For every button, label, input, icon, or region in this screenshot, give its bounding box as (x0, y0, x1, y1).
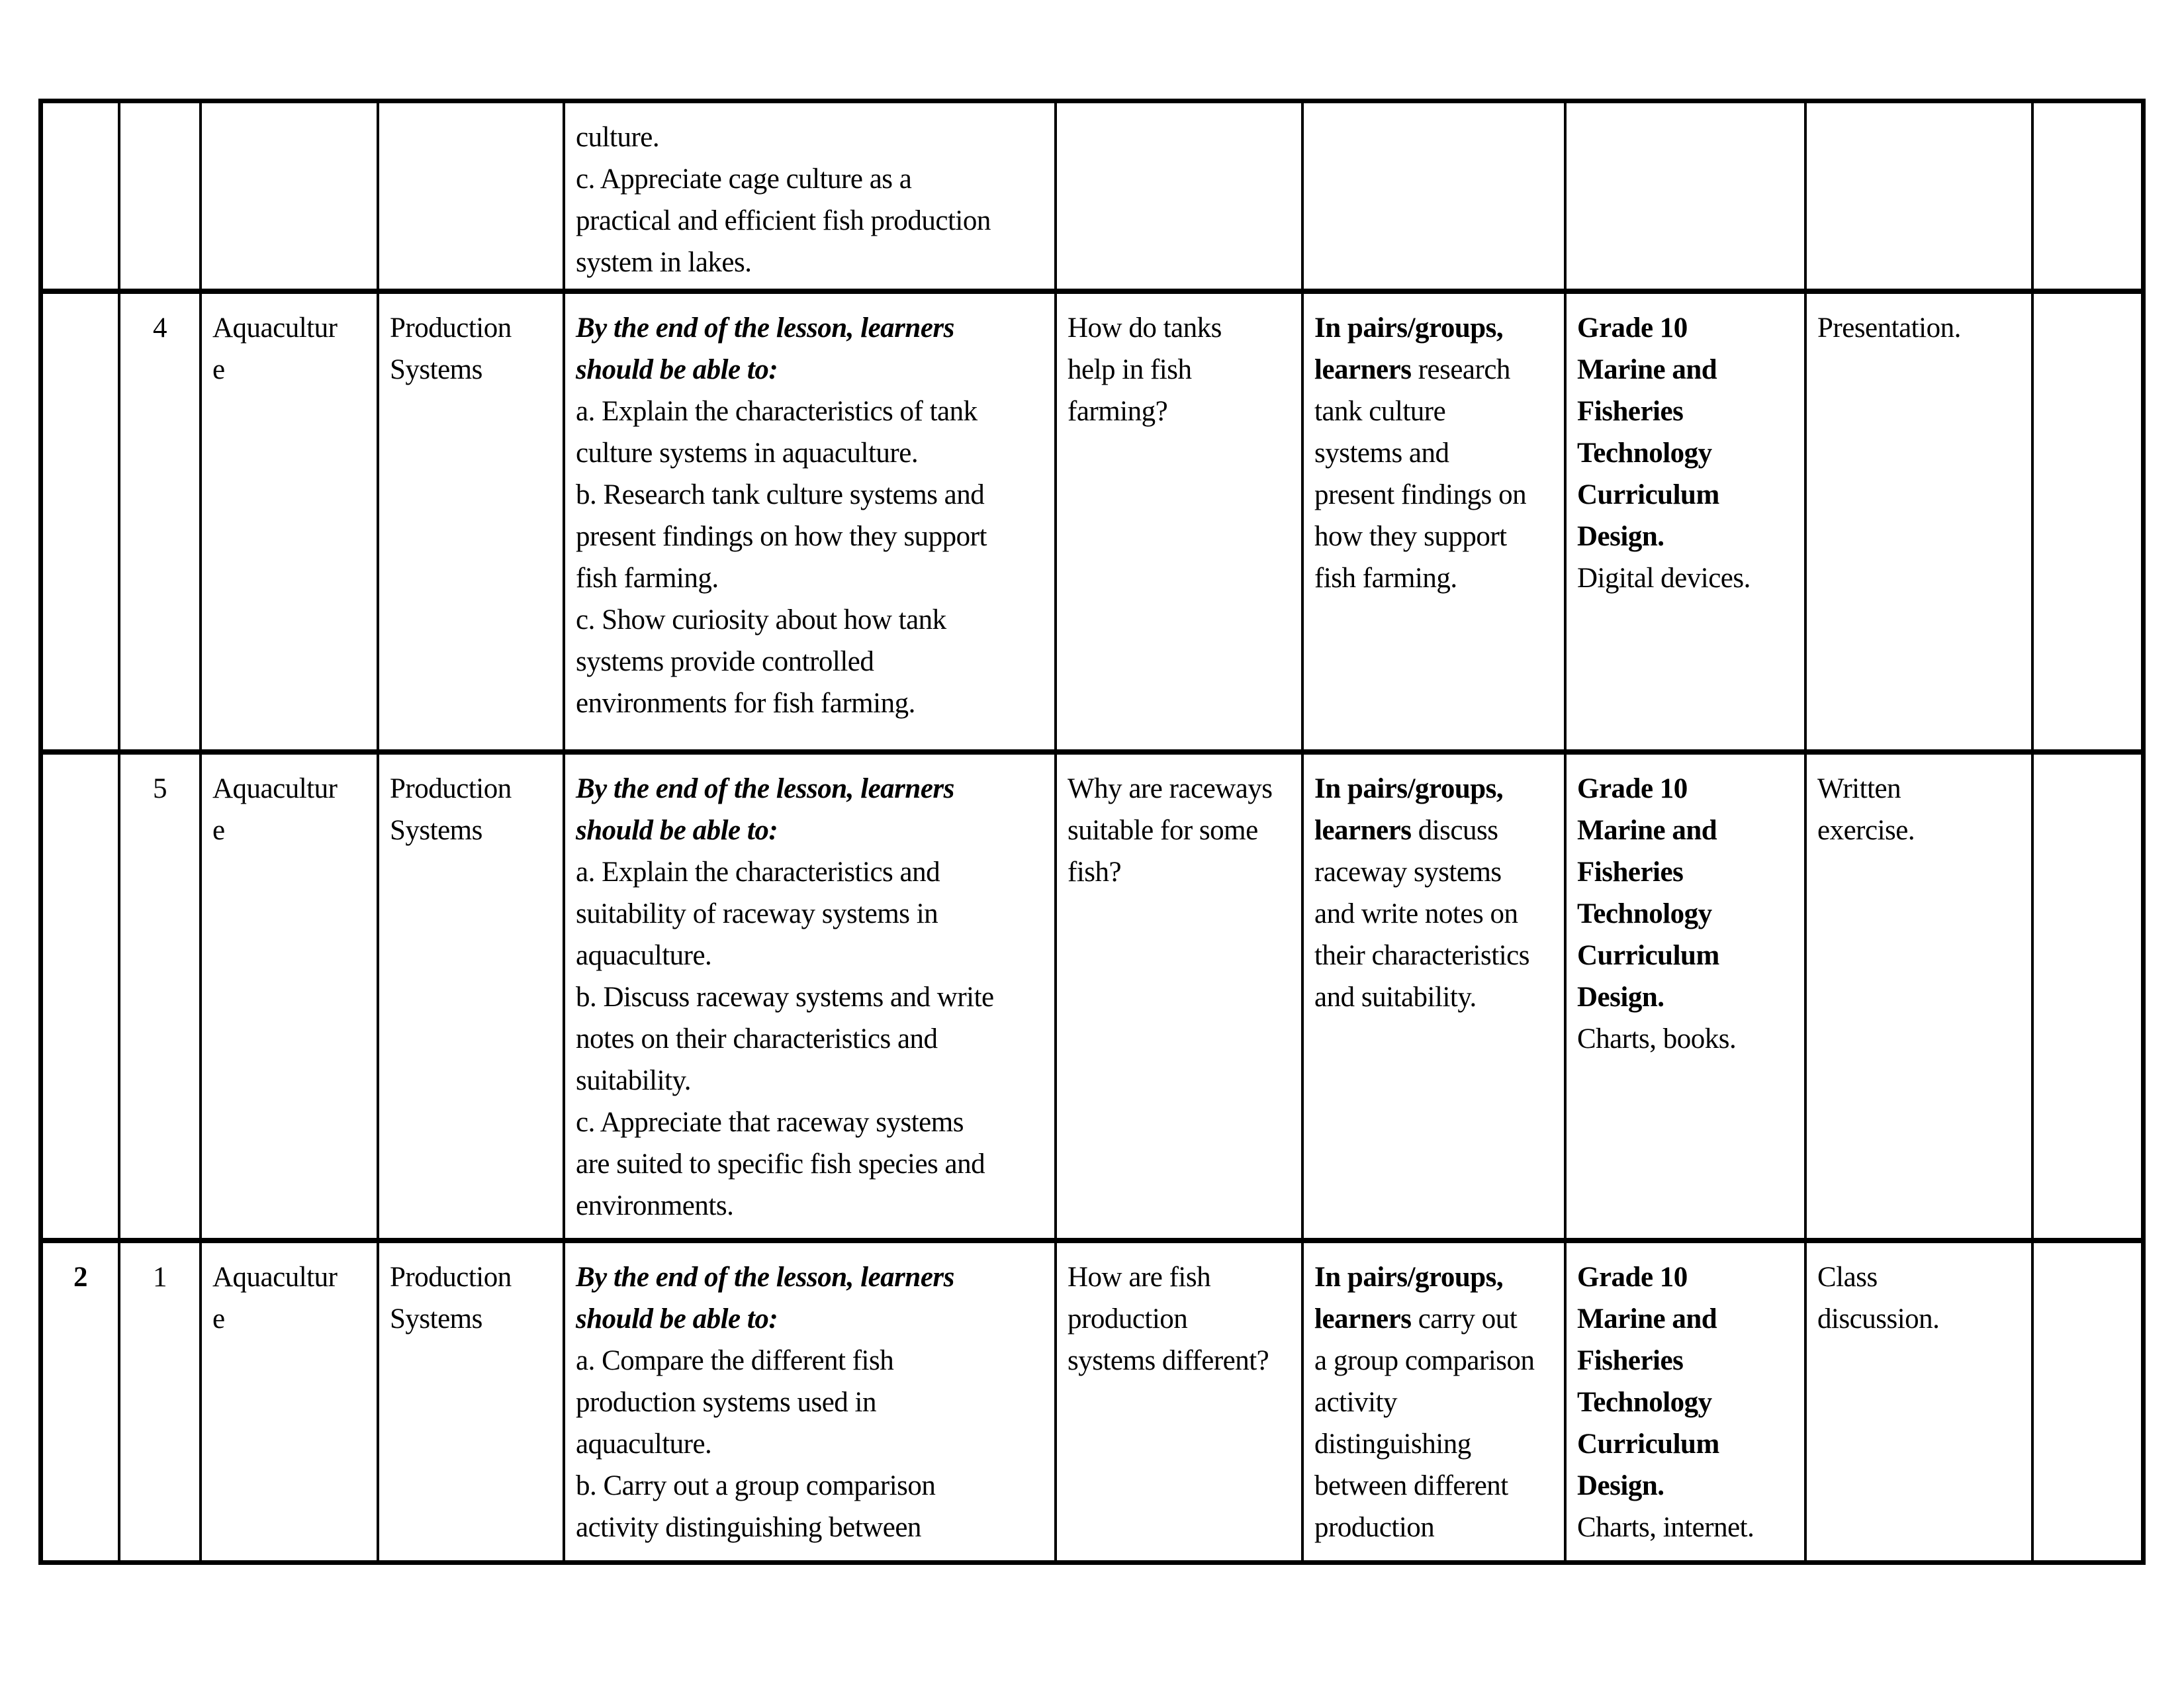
text-line: fish? (1068, 857, 1122, 888)
text-line: Technology (1577, 438, 1712, 469)
text-line: their characteristics (1314, 940, 1529, 971)
text-line: Class (1817, 1262, 1878, 1293)
cell-objectives-row0 (565, 103, 1057, 294)
text-line: Technology (1577, 898, 1712, 929)
text-line: Curriculum (1577, 940, 1719, 971)
text-line: e (212, 1303, 225, 1335)
text-line: Charts, internet. (1577, 1512, 1754, 1543)
text-line: a. Explain the characteristics of tank (576, 396, 978, 427)
text-line: production systems used in (576, 1387, 876, 1418)
cell-week-row1 (43, 294, 120, 755)
cell-assessment-row2 (1807, 755, 2034, 1243)
cell-week-row0 (43, 103, 120, 294)
text-line: present findings on how they support (576, 521, 987, 552)
text-line: environments. (576, 1190, 734, 1221)
text-line: Fisheries (1577, 857, 1684, 888)
text-line: Marine and (1577, 354, 1717, 385)
text-line: aquaculture. (576, 940, 712, 971)
text-line: In pairs/groups, (1314, 773, 1504, 804)
text-line: Technology (1577, 1387, 1712, 1418)
text-line: Marine and (1577, 815, 1717, 846)
cell-assessment-row3 (1807, 1243, 2034, 1560)
text-line: b. Carry out a group comparison (576, 1470, 936, 1501)
text-line: By the end of the lesson, learners (576, 312, 954, 344)
cell-subject-row2 (202, 755, 379, 1243)
text-line: Curriculum (1577, 479, 1719, 510)
text-line: learners carry out (1314, 1303, 1518, 1335)
text-line: activity (1314, 1387, 1397, 1418)
cell-lesson-row0 (120, 103, 202, 294)
text-line: Marine and (1577, 1303, 1717, 1335)
text-line: systems and (1314, 438, 1449, 469)
text-line: how they support (1314, 521, 1507, 552)
text-line: should be able to: (576, 815, 778, 846)
text-line: activity distinguishing between (576, 1512, 921, 1543)
text-line: aquaculture. (576, 1429, 712, 1460)
text-line: Why are raceways (1068, 773, 1273, 804)
cell-learning-resources-row0 (1567, 103, 1807, 294)
text-line: Digital devices. (1577, 563, 1751, 594)
text-line: Grade 10 (1577, 312, 1688, 344)
text-line: Design. (1577, 982, 1664, 1013)
cell-subject-row0 (202, 103, 379, 294)
cell-strand-row3 (379, 1243, 565, 1560)
cell-learning-resources-row2 (1567, 755, 1807, 1243)
cell-week-row2 (43, 755, 120, 1243)
text-line: How are fish (1068, 1262, 1211, 1293)
text-line: How do tanks (1068, 312, 1222, 344)
cell-learning-experiences-row1 (1304, 294, 1567, 755)
text-line: Design. (1577, 1470, 1664, 1501)
text-line: environments for fish farming. (576, 688, 915, 719)
cell-learning-experiences-row3 (1304, 1243, 1567, 1560)
text-line: b. Discuss raceway systems and write (576, 982, 994, 1013)
text-line: Systems (390, 1303, 482, 1335)
text-line: should be able to: (576, 354, 778, 385)
text-line: exercise. (1817, 815, 1915, 846)
cell-objectives-row3 (565, 1243, 1057, 1560)
text-line: e (212, 354, 225, 385)
text-line: 2 (73, 1262, 87, 1293)
lesson-plan-table (38, 99, 2146, 1565)
cell-key-inquiry-question-row2 (1057, 755, 1304, 1243)
text-line: Aquacultur (212, 773, 338, 804)
text-line: systems different? (1068, 1345, 1269, 1376)
cell-remarks-row1 (2034, 294, 2141, 755)
text-line: Written (1817, 773, 1901, 804)
text-line: Grade 10 (1577, 773, 1688, 804)
cell-learning-experiences-row2 (1304, 755, 1567, 1243)
text-line: suitable for some (1068, 815, 1258, 846)
text-line: Fisheries (1577, 1345, 1684, 1376)
cell-week-row3 (43, 1243, 120, 1560)
cell-assessment-row1 (1807, 294, 2034, 755)
cell-lesson-row3 (120, 1243, 202, 1560)
text-line: b. Research tank culture systems and (576, 479, 985, 510)
cell-key-inquiry-question-row0 (1057, 103, 1304, 294)
text-line: a. Compare the different fish (576, 1345, 894, 1376)
text-line: system in lakes. (576, 247, 752, 278)
text-line: Systems (390, 815, 482, 846)
cell-lesson-row1 (120, 294, 202, 755)
text-line: In pairs/groups, (1314, 1262, 1504, 1293)
text-line: between different (1314, 1470, 1508, 1501)
text-line: raceway systems (1314, 857, 1502, 888)
text-line: culture. (576, 122, 660, 153)
text-line: Charts, books. (1577, 1023, 1737, 1055)
text-line: a group comparison (1314, 1345, 1535, 1376)
text-line: present findings on (1314, 479, 1527, 510)
cell-key-inquiry-question-row3 (1057, 1243, 1304, 1560)
text-line: Systems (390, 354, 482, 385)
text-line: and write notes on (1314, 898, 1518, 929)
text-line: Production (390, 1262, 512, 1293)
text-line: Production (390, 773, 512, 804)
text-line: Production (390, 312, 512, 344)
cell-key-inquiry-question-row1 (1057, 294, 1304, 755)
cell-subject-row1 (202, 294, 379, 755)
text-line: Aquacultur (212, 1262, 338, 1293)
text-line: production (1068, 1303, 1188, 1335)
text-line: practical and efficient fish production (576, 205, 991, 236)
cell-learning-resources-row3 (1567, 1243, 1807, 1560)
text-line: fish farming. (1314, 563, 1457, 594)
cell-assessment-row0 (1807, 103, 2034, 294)
text-line: In pairs/groups, (1314, 312, 1504, 344)
text-line: Presentation. (1817, 312, 1961, 344)
text-line: Fisheries (1577, 396, 1684, 427)
text-line: 4 (153, 312, 167, 344)
text-line: farming? (1068, 396, 1168, 427)
text-line: By the end of the lesson, learners (576, 1262, 954, 1293)
text-line: culture systems in aquaculture. (576, 438, 919, 469)
cell-lesson-row2 (120, 755, 202, 1243)
text-line: c. Appreciate that raceway systems (576, 1107, 964, 1138)
cell-learning-resources-row1 (1567, 294, 1807, 755)
text-line: suitability of raceway systems in (576, 898, 938, 929)
cell-remarks-row0 (2034, 103, 2141, 294)
text-line: help in fish (1068, 354, 1192, 385)
text-line: Grade 10 (1577, 1262, 1688, 1293)
cell-learning-experiences-row0 (1304, 103, 1567, 294)
text-line: Design. (1577, 521, 1664, 552)
text-line: 5 (153, 773, 167, 804)
text-line: By the end of the lesson, learners (576, 773, 954, 804)
text-line: and suitability. (1314, 982, 1477, 1013)
text-line: a. Explain the characteristics and (576, 857, 940, 888)
text-line: distinguishing (1314, 1429, 1471, 1460)
text-line: systems provide controlled (576, 646, 874, 677)
text-line: production (1314, 1512, 1435, 1543)
cell-objectives-row2 (565, 755, 1057, 1243)
text-line: Curriculum (1577, 1429, 1719, 1460)
text-line: 1 (153, 1262, 167, 1293)
text-line: should be able to: (576, 1303, 778, 1335)
cell-remarks-row2 (2034, 755, 2141, 1243)
text-line: Aquacultur (212, 312, 338, 344)
text-line: learners research (1314, 354, 1510, 385)
cell-strand-row2 (379, 755, 565, 1243)
text-line: c. Show curiosity about how tank (576, 604, 946, 635)
text-line: learners discuss (1314, 815, 1498, 846)
text-line: suitability. (576, 1065, 691, 1096)
cell-strand-row1 (379, 294, 565, 755)
text-line: fish farming. (576, 563, 719, 594)
cell-strand-row0 (379, 103, 565, 294)
text-line: e (212, 815, 225, 846)
cell-objectives-row1 (565, 294, 1057, 755)
text-line: notes on their characteristics and (576, 1023, 938, 1055)
text-line: c. Appreciate cage culture as a (576, 164, 912, 195)
text-line: are suited to specific fish species and (576, 1149, 985, 1180)
cell-subject-row3 (202, 1243, 379, 1560)
text-line: discussion. (1817, 1303, 1940, 1335)
text-line: tank culture (1314, 396, 1446, 427)
cell-remarks-row3 (2034, 1243, 2141, 1560)
